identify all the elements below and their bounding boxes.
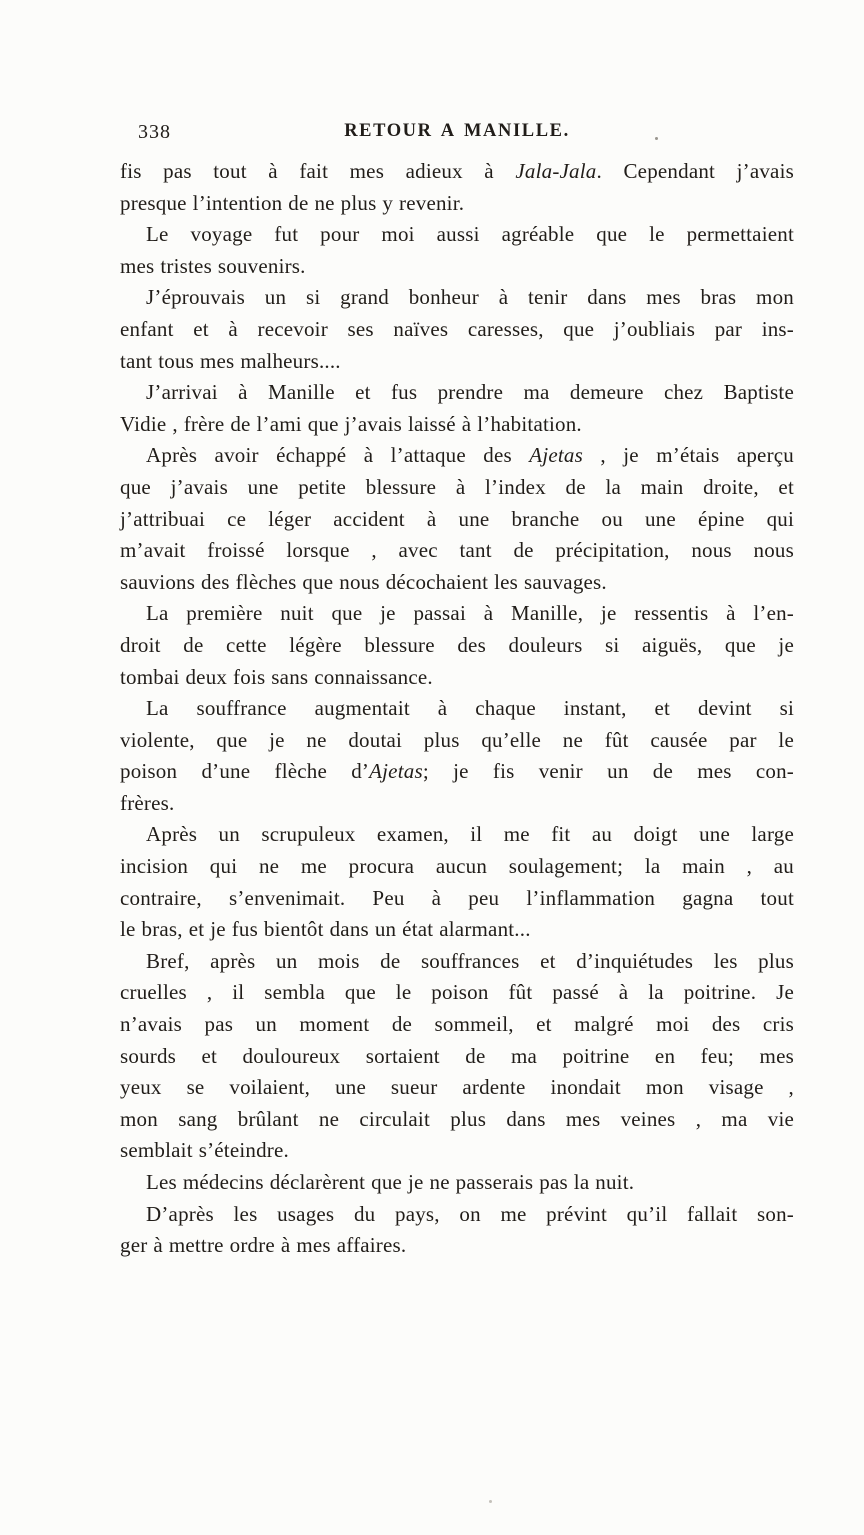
text-run: . Cependant j’avais — [596, 159, 794, 183]
text-line — [120, 725, 794, 757]
text-run: Après un scrupuleux examen, il me fit au doigt une large — [146, 822, 794, 847]
running-header — [120, 121, 794, 153]
text-run: j’attribuai ce léger accident à une branche ou une épine qui — [120, 506, 794, 531]
paragraph — [120, 282, 794, 377]
text-line — [120, 598, 794, 630]
scan-speck — [655, 137, 658, 140]
text-run: sourds et douloureux sortaient de ma poitrine en feu; mes — [120, 1043, 794, 1068]
text-run: contraire, s’envenimait. Peu à peu l’inflammation gagna tout — [120, 885, 794, 910]
page-body — [120, 156, 794, 1262]
text-line — [120, 914, 794, 946]
text-line — [120, 662, 794, 694]
text-line — [120, 156, 794, 188]
text-line — [120, 282, 794, 314]
text-run: semblait s’éteindre. — [120, 1138, 289, 1163]
text-line — [120, 472, 794, 504]
paragraph — [120, 1199, 794, 1262]
text-line — [120, 377, 794, 409]
text-line — [120, 1009, 794, 1041]
text-run: La première nuit que je passai à Manille, je ressentis à l’en- — [146, 601, 794, 626]
text-line — [120, 504, 794, 536]
text-run: Les médecins déclarèrent que je ne passerais pas la nuit. — [146, 1170, 635, 1194]
text-run: D’après les usages du pays, on me prévint qu’il fallait son- — [146, 1201, 794, 1226]
text-line — [120, 1104, 794, 1136]
paragraph — [120, 693, 794, 819]
text-line — [120, 1041, 794, 1073]
text-line — [120, 440, 794, 472]
text-line — [120, 1135, 794, 1167]
text-line — [120, 1199, 794, 1231]
scan-speck — [489, 1500, 492, 1503]
text-line — [120, 219, 794, 251]
paragraph — [120, 819, 794, 945]
text-run: enfant et à recevoir ses naïves caresses, que j’oubliais par ins- — [120, 316, 794, 341]
text-line — [120, 188, 794, 220]
text-run: m’avait froissé lorsque , avec tant de précipitation, nous nous — [120, 538, 794, 563]
text-run: poison d’une flèche d’ — [120, 759, 370, 784]
italic-text: Ajetas — [369, 759, 423, 784]
paragraph — [120, 1167, 794, 1199]
italic-text: Ajetas — [529, 443, 583, 468]
text-run: tombai deux fois sans connaissance. — [120, 664, 433, 689]
text-run: n’avais pas un moment de sommeil, et malgré moi des cris — [120, 1012, 794, 1037]
text-run: frères. — [120, 790, 175, 815]
text-line — [120, 1230, 794, 1262]
text-line — [120, 630, 794, 662]
text-line — [120, 977, 794, 1009]
text-line — [120, 346, 794, 378]
text-line — [120, 756, 794, 788]
text-run: ger à mettre ordre à mes affaires. — [120, 1233, 407, 1258]
text-run: tant tous mes malheurs.... — [120, 348, 341, 373]
text-line — [120, 535, 794, 567]
page-number: 338 — [138, 121, 171, 143]
paragraph — [120, 377, 794, 440]
text-line — [120, 851, 794, 883]
text-run: mes tristes souvenirs. — [120, 253, 306, 278]
text-line — [120, 567, 794, 599]
text-line — [120, 1072, 794, 1104]
paragraph — [120, 156, 794, 219]
text-line — [120, 314, 794, 346]
text-run: mon sang brûlant ne circulait plus dans mes veines , ma vie — [120, 1106, 794, 1131]
text-line — [120, 1167, 794, 1199]
text-run: droit de cette légère blessure des douleurs si aiguës, que je — [120, 632, 794, 657]
paragraph — [120, 440, 794, 598]
text-run: ; je fis venir un de mes con- — [422, 759, 794, 784]
text-line — [120, 946, 794, 978]
text-line — [120, 251, 794, 283]
text-run: le bras, et je fus bientôt dans un état alarmant... — [120, 917, 531, 942]
text-run: Le voyage fut pour moi aussi agréable que le permettaient — [146, 222, 794, 247]
text-run: que j’avais une petite blessure à l’index de la main droite, et — [120, 474, 794, 499]
text-run: Bref, après un mois de souffrances et d’inquiétudes les plus — [146, 948, 794, 973]
text-run: Après avoir échappé à l’attaque des — [146, 443, 530, 468]
page-title: RETOUR A MANILLE. — [344, 121, 570, 141]
text-line — [120, 883, 794, 915]
text-run: presque l’intention de ne plus y revenir. — [120, 190, 465, 215]
text-run: incision qui ne me procura aucun soulagement; la main , au — [120, 854, 794, 879]
text-run: J’arrivai à Manille et fus prendre ma demeure chez Baptiste — [146, 380, 794, 405]
text-line — [120, 819, 794, 851]
text-run: sauvions des flèches que nous décochaient les sauvages. — [120, 569, 607, 594]
paragraph — [120, 598, 794, 693]
paragraph — [120, 946, 794, 1167]
italic-text: Jala-Jala — [515, 159, 597, 183]
text-run: cruelles , il sembla que le poison fût passé à la poitrine. Je — [120, 980, 794, 1005]
text-run: , je m’étais aperçu — [583, 443, 794, 468]
text-run: La souffrance augmentait à chaque instant, et devint si — [146, 696, 794, 721]
text-run: yeux se voilaient, une sueur ardente inondait mon visage , — [120, 1075, 794, 1100]
text-line — [120, 788, 794, 820]
text-run: violente, que je ne doutai plus qu’elle ne fût causée par le — [120, 727, 794, 752]
text-line — [120, 409, 794, 441]
paragraph — [120, 219, 794, 282]
text-run: fis pas tout à fait mes adieux à — [120, 159, 516, 183]
text-line — [120, 693, 794, 725]
text-run: Vidie , frère de l’ami que j’avais laissé à l’habitation. — [120, 411, 582, 436]
text-run: J’éprouvais un si grand bonheur à tenir dans mes bras mon — [146, 285, 794, 310]
